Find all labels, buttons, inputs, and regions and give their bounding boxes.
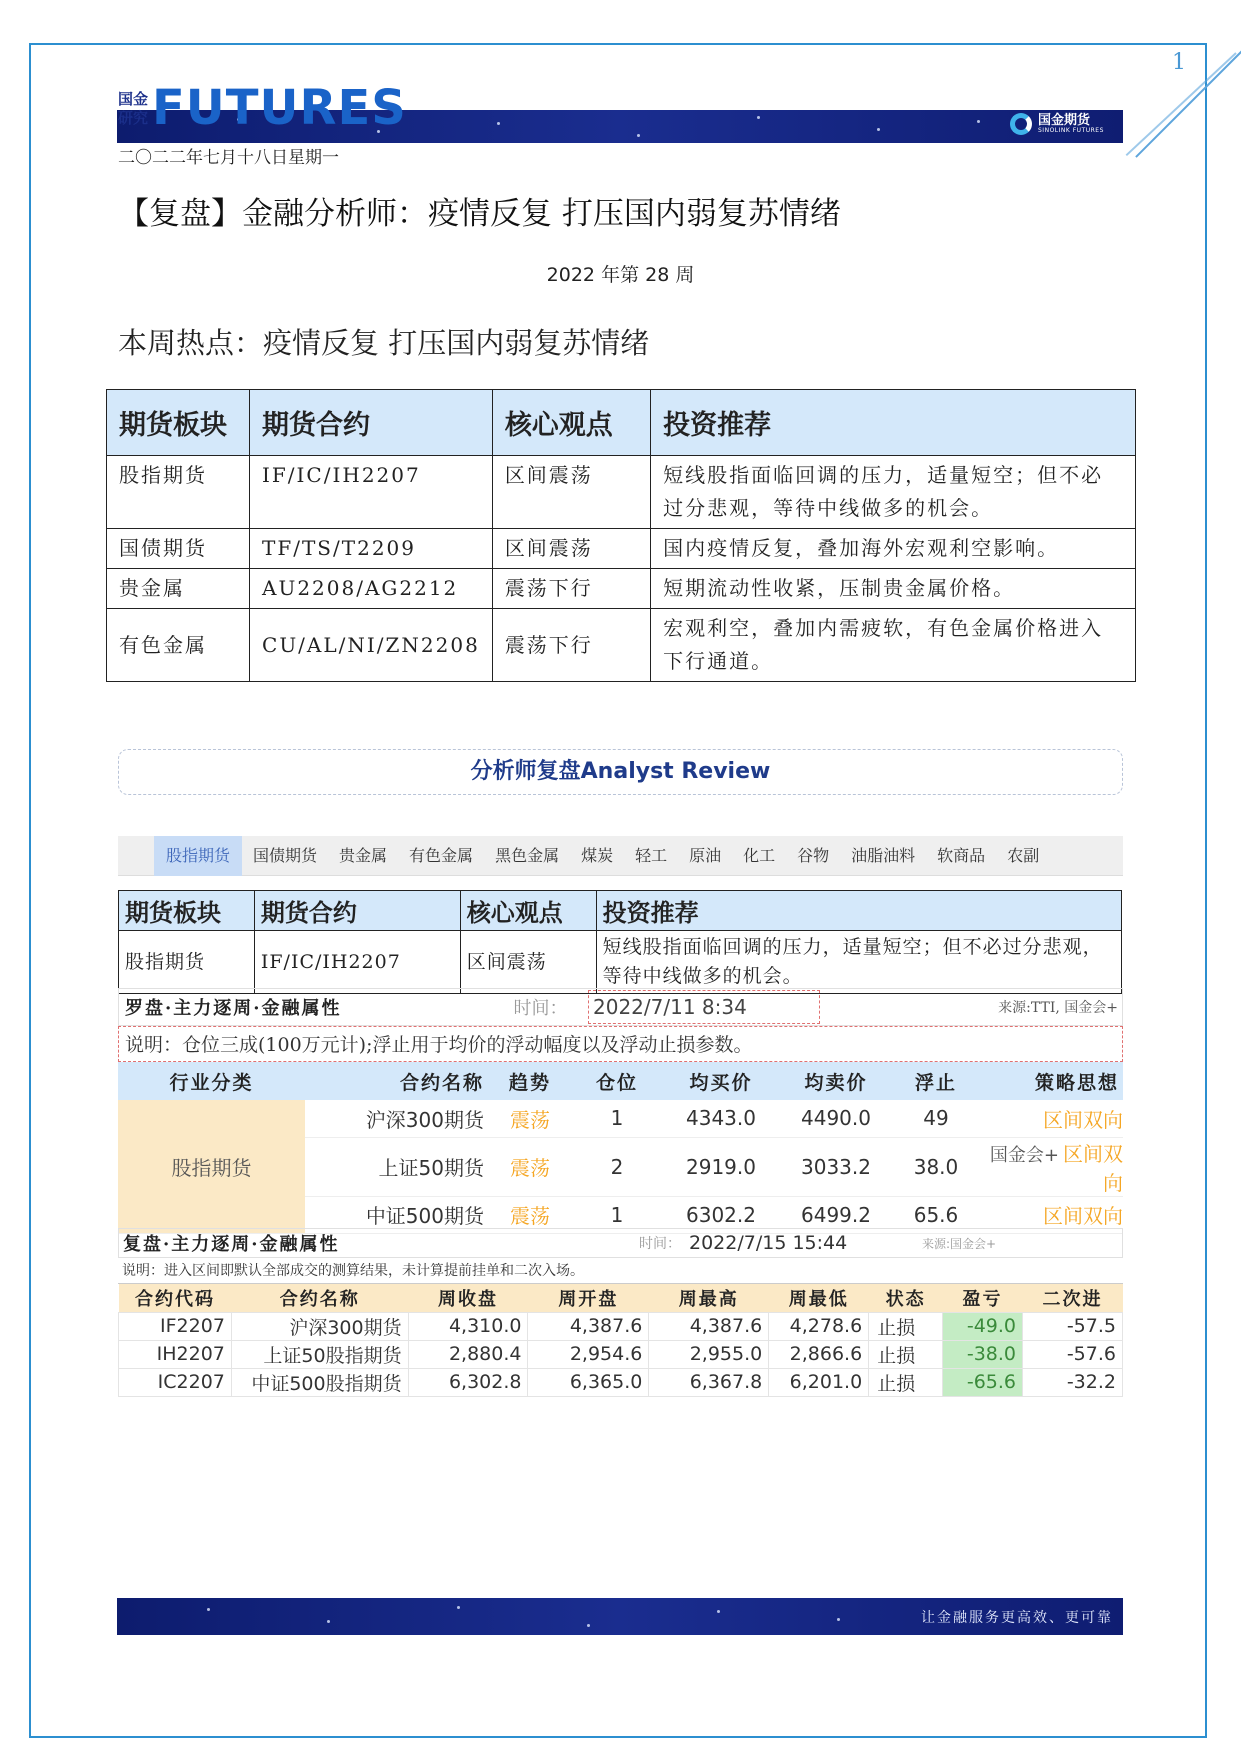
position-cell: 2 [570,1137,664,1196]
table-cell: 短线股指面临回调的压力，适量短空；但不必过分悲观，等待中线做多的机会。 [651,456,1136,529]
weekly-open: 4,387.6 [528,1312,649,1340]
table-row [119,1340,1123,1368]
review-note: 说明：进入区间即默认全部成交的测算结果，未计算提前挂单和二次入场。 [118,1258,1123,1284]
header-cell: 状态 [869,1284,943,1312]
logo-research-text: 国金研究 [118,90,149,127]
table-row [107,569,1136,609]
pnl-cell: -38.0 [943,1340,1023,1368]
summary-header-row [107,390,1136,456]
header-cell: 周最高 [649,1284,769,1312]
compass-time-value: 2022/7/11 8:34 [588,990,820,1024]
header-cell: 盈亏 [943,1284,1023,1312]
position-cell: 1 [570,1196,664,1233]
header-cell: 周开盘 [528,1284,649,1312]
strategy-cell [978,1137,1123,1196]
float-stop-cell: 49 [894,1100,978,1137]
report-date: 二〇二二年七月十八日星期一 [118,148,339,168]
trend-cell: 震荡 [490,1100,570,1137]
compass-time-label: 时间： [513,998,568,1019]
weekly-low: 4,278.6 [769,1312,869,1340]
header-cell: 合约代码 [119,1284,232,1312]
header-cell: 投资推荐 [651,390,1136,456]
tab-nonferrous[interactable]: 有色金属 [409,845,474,865]
contract-code: IC2207 [119,1368,232,1396]
header-cell: 期货板块 [119,891,255,931]
header-cell: 投资推荐 [596,891,1121,931]
header-cell: 均买价 [664,1062,778,1100]
weekly-close: 6,302.8 [408,1368,528,1396]
header-cell: 合约名称 [305,1062,490,1100]
avg-buy-cell: 2919.0 [664,1137,778,1196]
tab-chemicals[interactable]: 化工 [743,845,776,865]
table-cell: 贵金属 [107,569,250,609]
tab-oilseeds[interactable]: 油脂油料 [851,845,916,865]
footer-slogan: 让金融服务更高效、更可靠 [921,1610,1113,1626]
table-cell: 震荡下行 [492,569,650,609]
table-row [118,1100,1123,1137]
avg-sell-cell: 6499.2 [778,1196,894,1233]
table-cell: 区间震荡 [492,529,650,569]
strategy-text: 区间双向 [1063,1141,1123,1195]
avg-buy-cell: 6302.2 [664,1196,778,1233]
second-entry-cell: -57.6 [1023,1340,1123,1368]
weekly-open: 6,365.0 [528,1368,649,1396]
review-source: 来源:国金会+ [922,1236,997,1251]
weekly-open: 2,954.6 [528,1340,649,1368]
weekly-high: 4,387.6 [649,1312,769,1340]
table-cell: TF/TS/T2209 [250,529,493,569]
review-panel [118,1228,1123,1397]
analyst-review-title: 分析师复盘Analyst Review [470,759,771,784]
table-cell: 有色金属 [107,609,250,682]
header-cell: 均卖价 [778,1062,894,1100]
contract-name: 上证50股指期货 [231,1340,408,1368]
contract-name: 中证500股指期货 [231,1368,408,1396]
contract-code: IH2207 [119,1340,232,1368]
compass-header-row [118,1062,1123,1100]
table-cell: CU/AL/NI/ZN2208 [250,609,493,682]
tab-precious-metals[interactable]: 贵金属 [339,845,388,865]
avg-sell-cell: 4490.0 [778,1100,894,1137]
compass-source: 来源:TTI, 国金会+ [998,1000,1118,1016]
brand-name: 国金期货 [1038,113,1091,128]
tab-light-industry[interactable]: 轻工 [635,845,668,865]
weekly-high: 2,955.0 [649,1340,769,1368]
table-cell: AU2208/AG2212 [250,569,493,609]
contract-name: 上证50期货 [305,1137,490,1196]
table-cell: 短期流动性收紧，压制贵金属价格。 [651,569,1136,609]
tab-grains[interactable]: 谷物 [797,845,830,865]
header-cell: 仓位 [570,1062,664,1100]
review-header [118,1228,1123,1258]
footer-banner [117,1598,1123,1635]
compass-header [118,988,1123,1026]
brand-logo [1010,113,1104,135]
status-cell: 止损 [869,1340,943,1368]
review-time-label: 时间： [639,1236,681,1252]
tab-ferrous[interactable]: 黑色金属 [495,845,560,865]
contract-code: IF2207 [119,1312,232,1340]
logo-futures: FUTURES [152,80,407,136]
week-label: 2022 年第 28 周 [546,264,695,286]
sector-tabs [118,836,1123,876]
compass-note: 说明：仓位三成(100万元计);浮止用于均价的浮动幅度以及浮动止损参数。 [118,1026,1123,1062]
strategy-cell: 区间双向 [978,1196,1123,1233]
header-cell: 合约名称 [231,1284,408,1312]
brand-subtitle: SINOLINK FUTURES [1038,127,1104,134]
analyst-review-banner [118,749,1123,795]
trend-cell: 震荡 [490,1137,570,1196]
table-cell: 国内疫情反复，叠加海外宏观利空影响。 [651,529,1136,569]
header-cell: 趋势 [490,1062,570,1100]
weekly-close: 2,880.4 [408,1340,528,1368]
pnl-cell: -49.0 [943,1312,1023,1340]
table-cell: 股指期货 [119,931,255,994]
contract-name: 沪深300期货 [305,1100,490,1137]
header-cell: 周收盘 [408,1284,528,1312]
header-cell: 期货板块 [107,390,250,456]
tab-stock-index[interactable]: 股指期货 [154,836,242,876]
weekly-low: 6,201.0 [769,1368,869,1396]
table-cell: 国债期货 [107,529,250,569]
header-cell: 策略思想 [978,1062,1123,1100]
table-cell: IF/IC/IH2207 [250,456,493,529]
review-header-row [119,1284,1123,1312]
header-cell: 期货合约 [250,390,493,456]
position-cell: 1 [570,1100,664,1137]
header-cell: 核心观点 [460,891,596,931]
hotspot-heading: 本周热点：疫情反复 打压国内弱复苏情绪 [118,326,650,360]
trend-cell: 震荡 [490,1196,570,1233]
weekly-close: 4,310.0 [408,1312,528,1340]
table-row [107,456,1136,529]
header-cell: 期货合约 [254,891,460,931]
review-table [118,1284,1123,1397]
tab-crude-oil[interactable]: 原油 [689,845,722,865]
strategy-cell: 区间双向 [978,1100,1123,1137]
category-cell: 股指期货 [118,1100,305,1233]
table-cell: 股指期货 [107,456,250,529]
brand-mark-icon [1010,113,1032,135]
table-row [119,1312,1123,1340]
header-cell: 二次进 [1023,1284,1123,1312]
pnl-cell: -65.6 [943,1368,1023,1396]
avg-sell-cell: 3033.2 [778,1137,894,1196]
contract-name: 中证500期货 [305,1196,490,1233]
detail-header-row [119,891,1122,931]
watermark-text: 国金会+ [989,1144,1059,1166]
table-cell: 区间震荡 [460,931,596,994]
status-cell: 止损 [869,1312,943,1340]
compass-title: 罗盘·主力逐周·金融属性 [125,998,342,1019]
table-cell: 宏观利空，叠加内需疲软，有色金属价格进入下行通道。 [651,609,1136,682]
compass-panel [118,988,1123,1234]
tab-coal[interactable]: 煤炭 [581,845,614,865]
contract-name: 沪深300期货 [231,1312,408,1340]
table-cell: 区间震荡 [492,456,650,529]
table-cell: IF/IC/IH2207 [254,931,460,994]
status-cell: 止损 [869,1368,943,1396]
header-cell: 浮止 [894,1062,978,1100]
page-title: 【复盘】金融分析师：疫情反复 打压国内弱复苏情绪 [118,196,841,232]
table-cell: 短线股指面临回调的压力，适量短空；但不必过分悲观，等待中线做多的机会。 [596,931,1121,994]
second-entry-cell: -32.2 [1023,1368,1123,1396]
float-stop-cell: 38.0 [894,1137,978,1196]
weekly-low: 2,866.6 [769,1340,869,1368]
table-row [119,931,1122,994]
table-cell: 震荡下行 [492,609,650,682]
review-panel-title: 复盘·主力逐周·金融属性 [123,1234,340,1255]
compass-table [118,1062,1123,1234]
tab-treasury[interactable]: 国债期货 [253,845,318,865]
sector-detail-table [118,890,1122,994]
header-cell: 行业分类 [118,1062,305,1100]
table-row [119,1368,1123,1396]
tab-agri-byproducts[interactable]: 农副 [1007,845,1040,865]
second-entry-cell: -57.5 [1023,1312,1123,1340]
page-number: 1 [1172,50,1186,75]
table-row [107,529,1136,569]
table-row [107,609,1136,682]
header-cell: 核心观点 [492,390,650,456]
summary-table [106,389,1136,682]
tab-soft-commodities[interactable]: 软商品 [937,845,986,865]
review-time-value: 2022/7/15 15:44 [689,1232,848,1254]
avg-buy-cell: 4343.0 [664,1100,778,1137]
header-cell: 周最低 [769,1284,869,1312]
weekly-high: 6,367.8 [649,1368,769,1396]
float-stop-cell: 65.6 [894,1196,978,1233]
